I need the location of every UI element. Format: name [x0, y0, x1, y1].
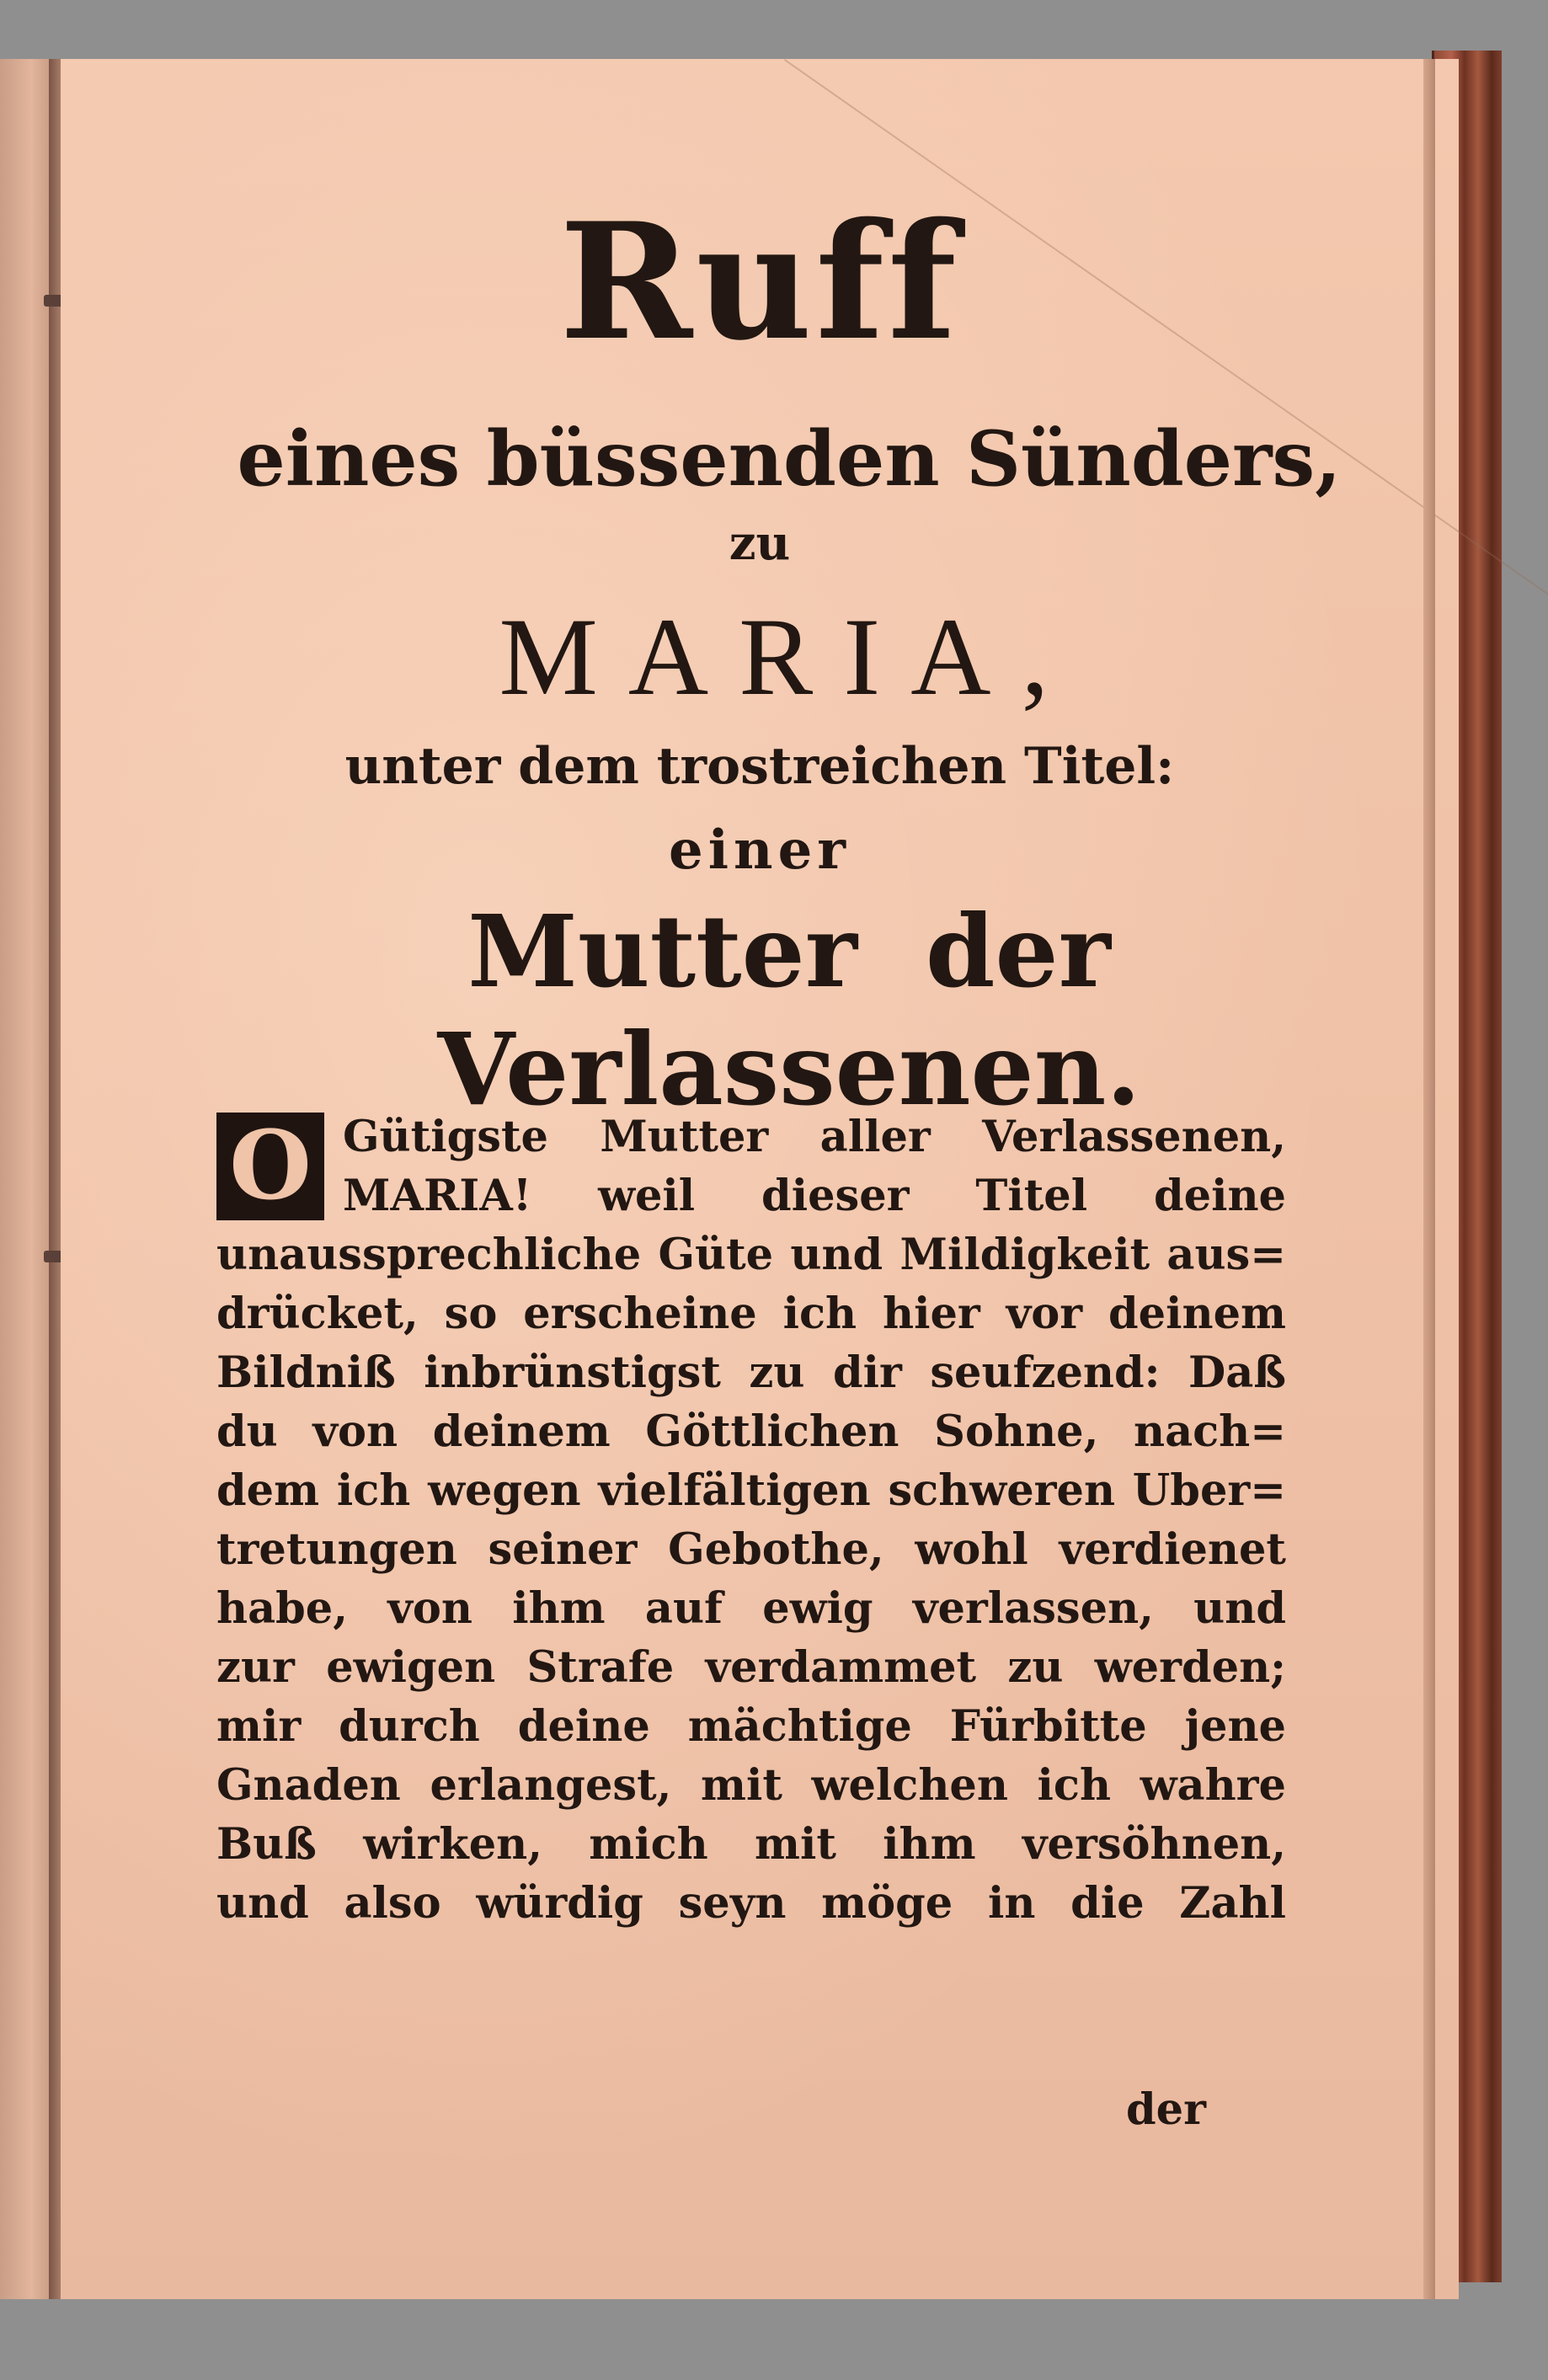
text-line: tretungen seiner Gebothe, wohl verdienet — [216, 1524, 1286, 1575]
text-line: dem ich wegen vielfältigen schweren Uber= — [216, 1465, 1286, 1516]
decorated-initial: O — [216, 1113, 324, 1220]
text-line: habe, von ihm auf ewig verlassen, und — [216, 1583, 1286, 1634]
text-line: Bildniß inbrünstigst zu dir seufzend: Daß — [216, 1347, 1286, 1398]
text-line: du von deinem Göttlichen Sohne, nach= — [216, 1406, 1286, 1457]
title-line-3: MARIA, — [499, 595, 1080, 718]
text-line: zur ewigen Strafe verdammet zu werden; — [216, 1642, 1286, 1693]
text-line: MARIA! weil dieser Titel deine — [343, 1171, 1286, 1221]
text-line: mir durch deine mächtige Fürbitte jene — [216, 1701, 1286, 1752]
left-page-edge — [0, 59, 54, 2299]
text-line: und also würdig seyn möge in die Zahl — [216, 1878, 1286, 1929]
text-line: Gütigste Mutter aller Verlassenen, — [343, 1112, 1286, 1162]
catchword: der — [1126, 2084, 1206, 2135]
text-line: unaussprechliche Güte und Mildigkeit aus= — [216, 1230, 1286, 1280]
text-line: Gnaden erlangest, mit welchen ich wahre — [216, 1760, 1286, 1811]
text-line: Buß wirken, mich mit ihm versöhnen, — [216, 1819, 1286, 1870]
title-line-1: eines büssenden Sünders, — [237, 414, 1342, 504]
text-line: drücket, so erscheine ich hier vor deinem — [216, 1289, 1286, 1339]
title-line-4: unter dem trostreichen Titel: — [344, 737, 1175, 796]
title-line-6: Mutter der Verlassenen. — [437, 893, 1141, 1128]
page-content — [61, 59, 1459, 2299]
title-line-2: zu — [729, 515, 791, 571]
title-word: Ruff — [559, 188, 960, 376]
title-line-5: einer — [669, 819, 851, 882]
